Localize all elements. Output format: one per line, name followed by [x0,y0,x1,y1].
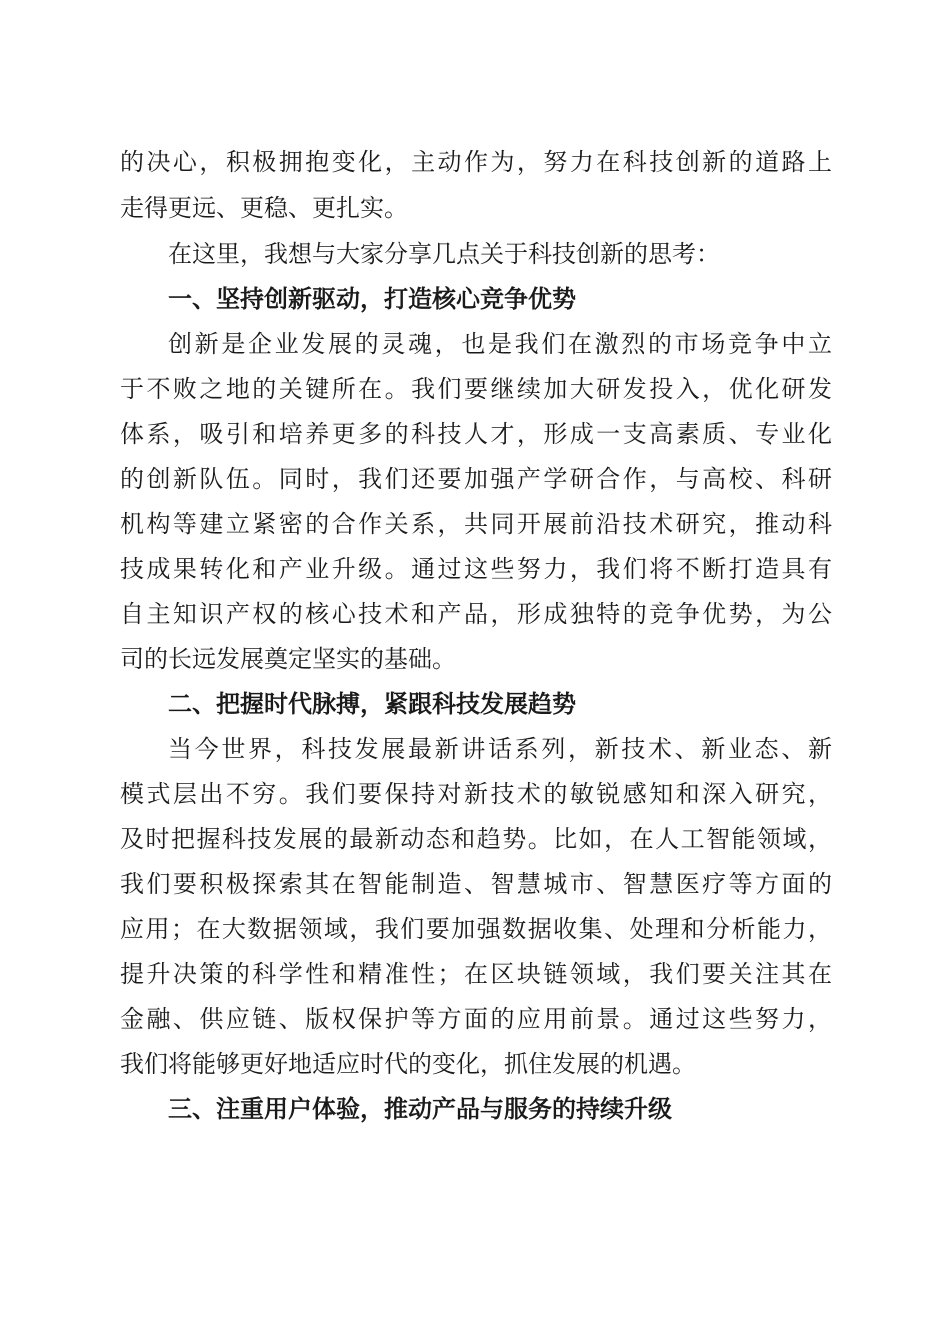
section-heading-3: 三、注重用户体验，推动产品与服务的持续升级 [168,1095,672,1123]
section-heading-1: 一、坚持创新驱动，打造核心竞争优势 [168,285,576,313]
paragraph-line: 的决心，积极拥抱变化，主动作为，努力在科技创新的道路上 [120,148,832,176]
paragraph-line: 提升决策的科学性和精准性；在区块链领域，我们要关注其在 [120,960,832,988]
paragraph-line: 机构等建立紧密的合作关系，共同开展前沿技术研究，推动科 [120,510,832,538]
paragraph-line: 我们要积极探索其在智能制造、智慧城市、智慧医疗等方面的 [120,870,832,898]
paragraph-line: 创新是企业发展的灵魂，也是我们在激烈的市场竞争中立 [168,330,832,358]
paragraph-line: 于不败之地的关键所在。我们要继续加大研发投入，优化研发 [120,375,832,403]
paragraph-line: 走得更远、更稳、更扎实。 [120,194,408,222]
paragraph-line: 我们将能够更好地适应时代的变化，抓住发展的机遇。 [120,1050,696,1078]
paragraph-line: 在这里，我想与大家分享几点关于科技创新的思考： [168,240,720,268]
paragraph-line: 司的长远发展奠定坚实的基础。 [120,645,456,673]
paragraph-line: 当今世界，科技发展最新讲话系列，新技术、新业态、新 [168,735,832,763]
paragraph-line: 技成果转化和产业升级。通过这些努力，我们将不断打造具有 [120,555,832,583]
paragraph-line: 及时把握科技发展的最新动态和趋势。比如，在人工智能领域， [120,825,832,853]
paragraph-line: 金融、供应链、版权保护等方面的应用前景。通过这些努力， [120,1005,832,1033]
section-heading-2: 二、把握时代脉搏，紧跟科技发展趋势 [168,690,576,718]
paragraph-line: 自主知识产权的核心技术和产品，形成独特的竞争优势，为公 [120,600,832,628]
paragraph-line: 的创新队伍。同时，我们还要加强产学研合作，与高校、科研 [120,465,832,493]
paragraph-line: 模式层出不穷。我们要保持对新技术的敏锐感知和深入研究， [120,780,832,808]
paragraph-line: 应用；在大数据领域，我们要加强数据收集、处理和分析能力， [120,915,832,943]
paragraph-line: 体系，吸引和培养更多的科技人才，形成一支高素质、专业化 [120,420,832,448]
